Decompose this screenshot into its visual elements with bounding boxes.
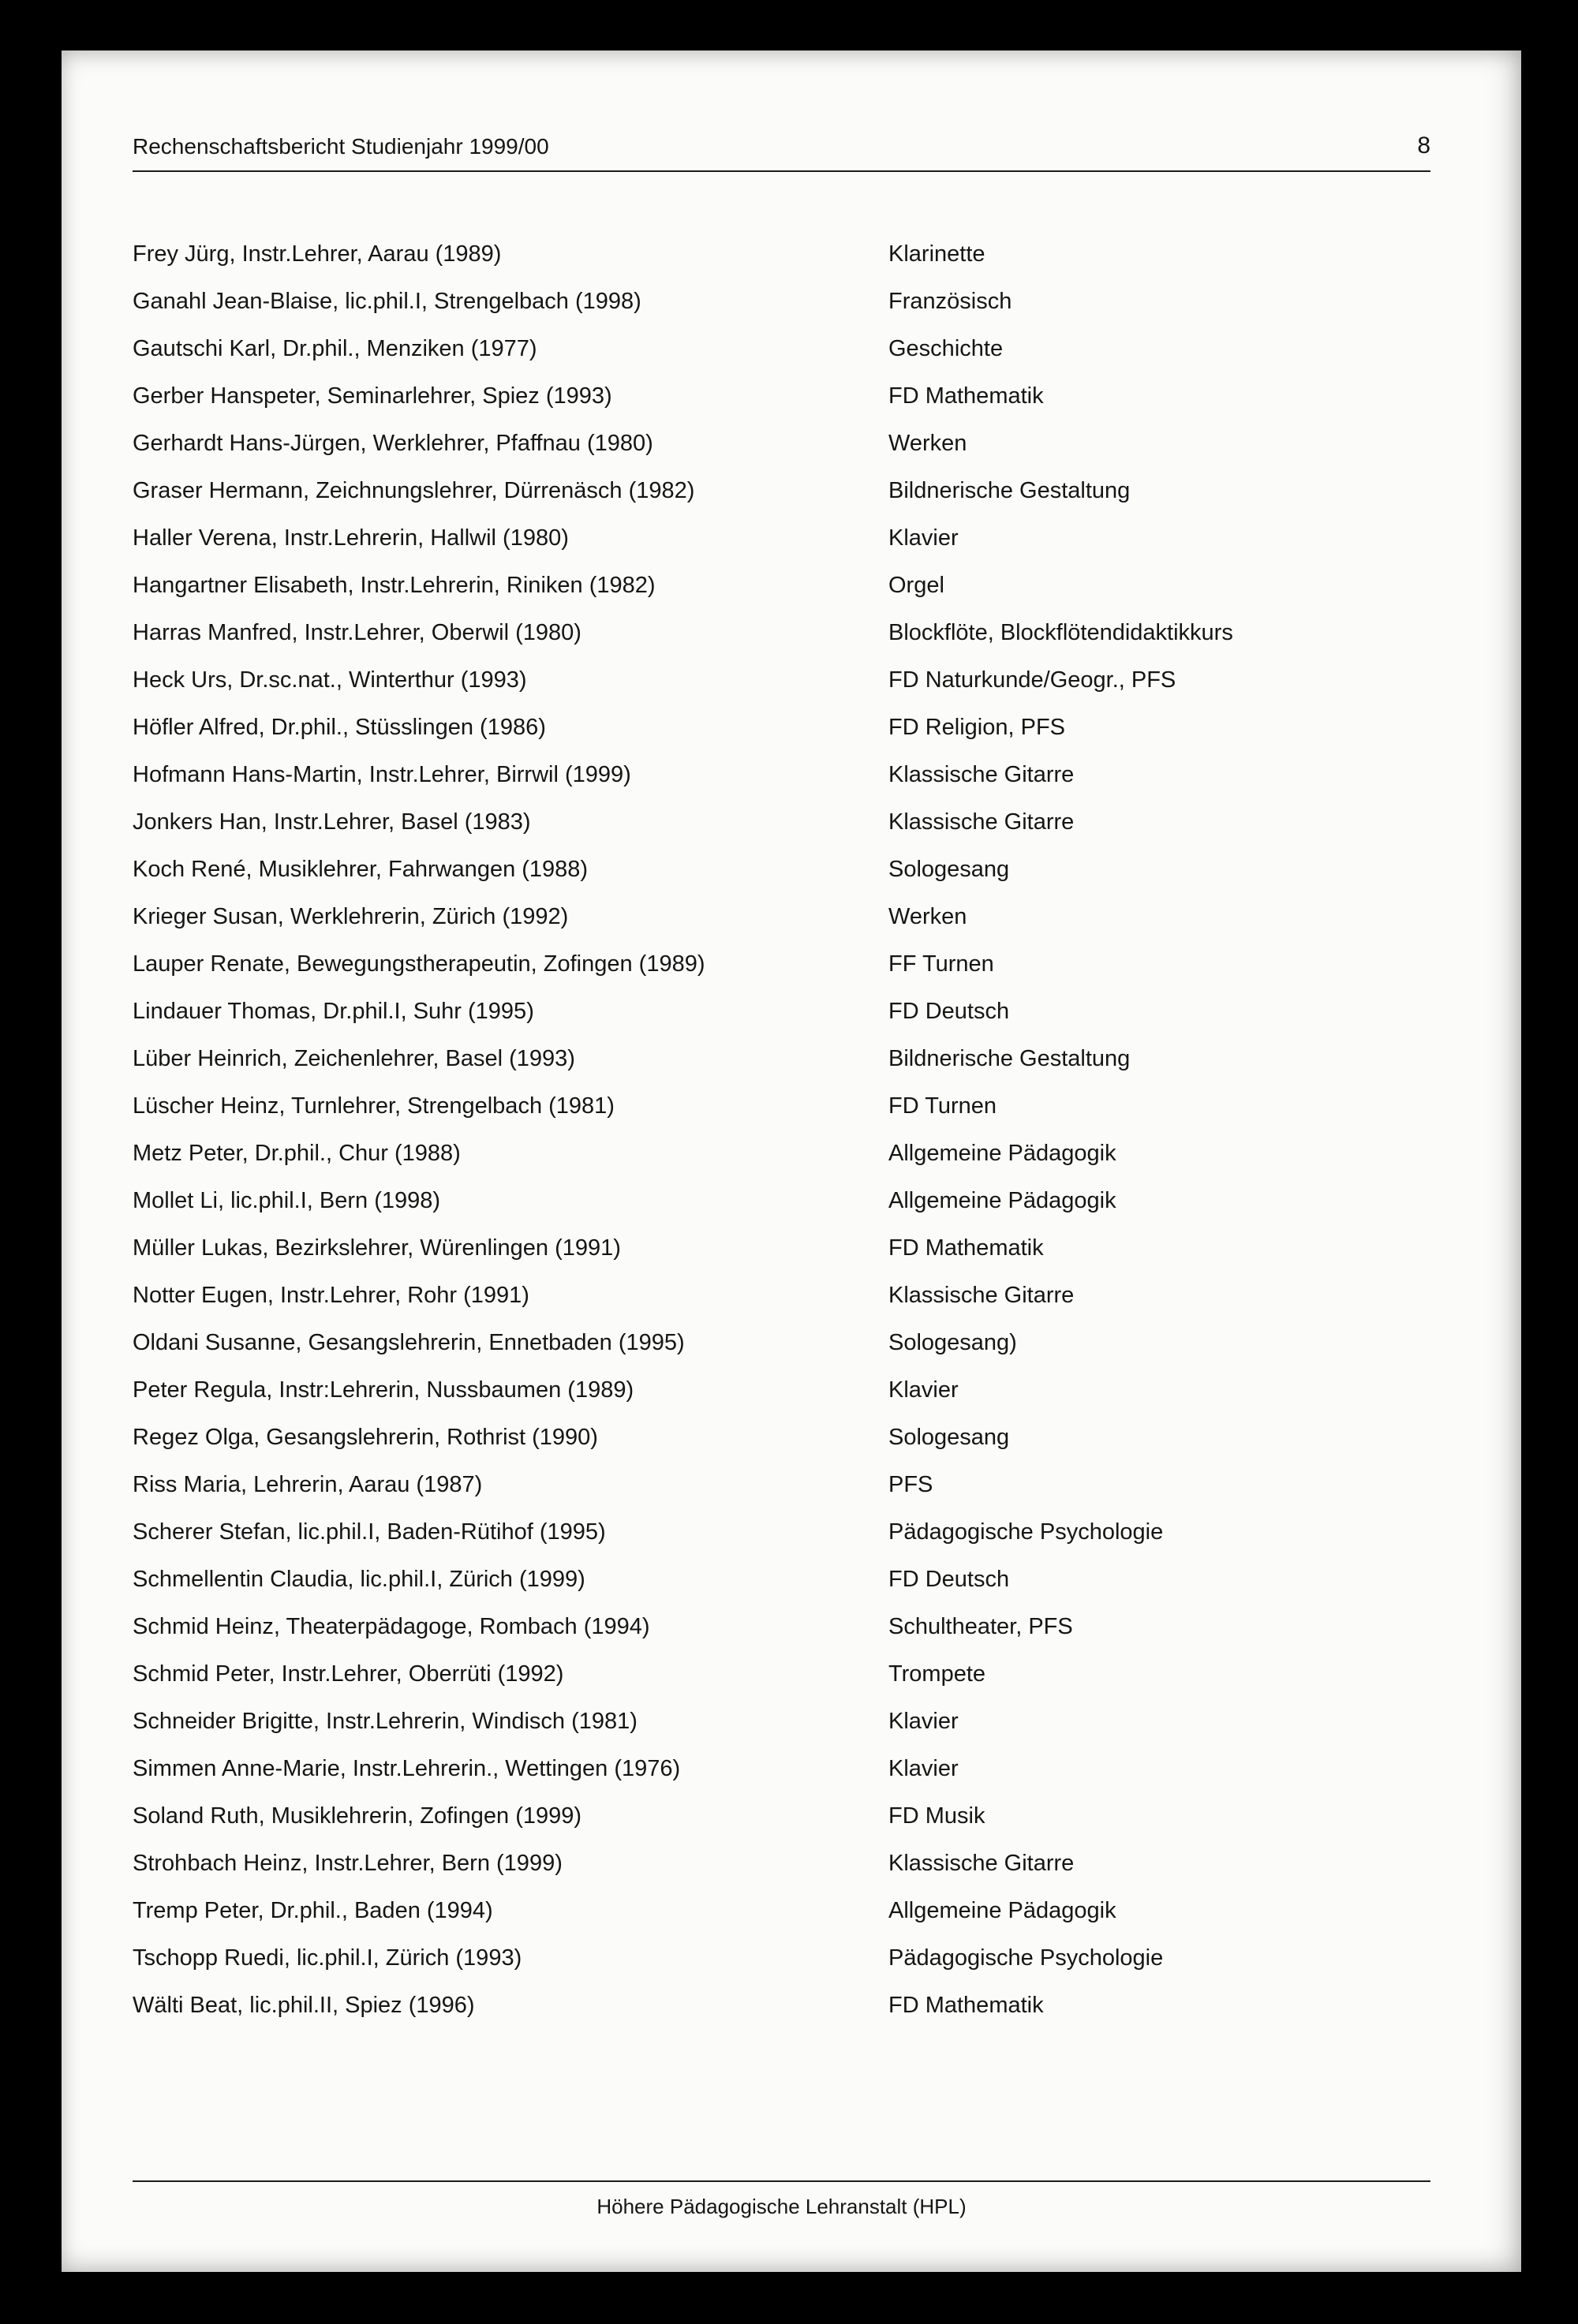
- staff-subject: Allgemeine Pädagogik: [888, 1141, 1116, 1166]
- staff-subject: FD Deutsch: [888, 999, 1010, 1024]
- staff-subject: Allgemeine Pädagogik: [888, 1898, 1116, 1923]
- staff-row: [133, 1082, 1430, 1130]
- staff-row: [133, 1792, 1430, 1840]
- staff-row: [133, 1319, 1430, 1366]
- staff-name: Regez Olga, Gesangslehrerin, Rothrist (1990): [133, 1425, 598, 1450]
- staff-row: [133, 420, 1430, 467]
- staff-row: [133, 609, 1430, 656]
- staff-name: Haller Verena, Instr.Lehrerin, Hallwil (1980): [133, 525, 569, 551]
- staff-row: [133, 1461, 1430, 1508]
- staff-subject: Bildnerische Gestaltung: [888, 478, 1131, 503]
- staff-name: Soland Ruth, Musiklehrerin, Zofingen (1999): [133, 1803, 582, 1829]
- staff-name: Mollet Li, lic.phil.I, Bern (1998): [133, 1188, 441, 1213]
- staff-row: [133, 1603, 1430, 1650]
- page-footer: [133, 2180, 1430, 2219]
- staff-name: Lüscher Heinz, Turnlehrer, Strengelbach (1981): [133, 1093, 615, 1119]
- staff-row: [133, 230, 1430, 278]
- staff-row: [133, 562, 1430, 609]
- staff-name: Schneider Brigitte, Instr.Lehrerin, Windisch (1981): [133, 1709, 638, 1734]
- staff-name: Notter Eugen, Instr.Lehrer, Rohr (1991): [133, 1283, 529, 1308]
- staff-subject: Pädagogische Psychologie: [888, 1945, 1164, 1971]
- staff-name: Höfler Alfred, Dr.phil., Stüsslingen (1986): [133, 715, 546, 740]
- staff-name: Wälti Beat, lic.phil.II, Spiez (1996): [133, 1993, 475, 2018]
- staff-subject: FD Religion, PFS: [888, 715, 1066, 740]
- staff-row: [133, 1366, 1430, 1414]
- staff-subject: PFS: [888, 1472, 933, 1497]
- staff-row: [133, 798, 1430, 846]
- staff-name: Koch René, Musiklehrer, Fahrwangen (1988): [133, 857, 589, 882]
- staff-name: Gerhardt Hans-Jürgen, Werklehrer, Pfaffnau (1980): [133, 431, 653, 456]
- staff-row: [133, 1745, 1430, 1792]
- staff-subject: FD Musik: [888, 1803, 985, 1829]
- staff-row: [133, 1887, 1430, 1934]
- staff-subject: Werken: [888, 431, 967, 456]
- staff-subject: Klavier: [888, 1377, 959, 1403]
- staff-row: [133, 1272, 1430, 1319]
- staff-subject: Klassische Gitarre: [888, 809, 1075, 835]
- staff-subject: FD Mathematik: [888, 383, 1044, 409]
- staff-name: Gautschi Karl, Dr.phil., Menziken (1977): [133, 336, 537, 361]
- staff-row: [133, 1035, 1430, 1082]
- staff-subject: Klassische Gitarre: [888, 1851, 1075, 1876]
- staff-name: Lüber Heinrich, Zeichenlehrer, Basel (1993): [133, 1046, 575, 1071]
- staff-row: [133, 1982, 1430, 2029]
- staff-row: [133, 1177, 1430, 1224]
- page-number: 8: [1417, 133, 1430, 159]
- staff-row: [133, 1934, 1430, 1982]
- staff-name: Tremp Peter, Dr.phil., Baden (1994): [133, 1898, 493, 1923]
- staff-subject: Klassische Gitarre: [888, 762, 1075, 787]
- staff-name: Krieger Susan, Werklehrerin, Zürich (1992): [133, 904, 569, 929]
- staff-row: [133, 704, 1430, 751]
- staff-subject: Klavier: [888, 525, 959, 551]
- staff-name: Strohbach Heinz, Instr.Lehrer, Bern (1999): [133, 1851, 563, 1876]
- staff-row: [133, 467, 1430, 514]
- staff-subject: Sologesang: [888, 857, 1010, 882]
- staff-name: Schmellentin Claudia, lic.phil.I, Zürich (1999): [133, 1567, 585, 1592]
- staff-row: [133, 893, 1430, 940]
- staff-subject: Allgemeine Pädagogik: [888, 1188, 1116, 1213]
- staff-name: Frey Jürg, Instr.Lehrer, Aarau (1989): [133, 241, 502, 267]
- staff-subject: Klavier: [888, 1709, 959, 1734]
- staff-row: [133, 1650, 1430, 1698]
- staff-name: Lindauer Thomas, Dr.phil.I, Suhr (1995): [133, 999, 534, 1024]
- staff-subject: FD Mathematik: [888, 1235, 1044, 1261]
- staff-row: [133, 940, 1430, 988]
- staff-name: Peter Regula, Instr:Lehrerin, Nussbaumen (1989): [133, 1377, 634, 1403]
- staff-name: Lauper Renate, Bewegungstherapeutin, Zofingen (1989): [133, 951, 705, 977]
- document-page: [62, 50, 1521, 2272]
- staff-row: [133, 1130, 1430, 1177]
- staff-subject: Sologesang): [888, 1330, 1017, 1355]
- staff-row: [133, 514, 1430, 562]
- header-title: Rechenschaftsbericht Studienjahr 1999/00: [133, 134, 549, 159]
- staff-name: Graser Hermann, Zeichnungslehrer, Dürrenäsch (1982): [133, 478, 695, 503]
- staff-list: [133, 230, 1430, 2029]
- staff-name: Tschopp Ruedi, lic.phil.I, Zürich (1993): [133, 1945, 522, 1971]
- staff-name: Gerber Hanspeter, Seminarlehrer, Spiez (1993): [133, 383, 612, 409]
- staff-name: Riss Maria, Lehrerin, Aarau (1987): [133, 1472, 483, 1497]
- staff-name: Schmid Peter, Instr.Lehrer, Oberrüti (1992): [133, 1661, 564, 1687]
- staff-name: Müller Lukas, Bezirkslehrer, Würenlingen (1991): [133, 1235, 621, 1261]
- staff-subject: Pädagogische Psychologie: [888, 1519, 1164, 1545]
- staff-row: [133, 1508, 1430, 1556]
- staff-subject: Klarinette: [888, 241, 985, 267]
- staff-subject: Geschichte: [888, 336, 1004, 361]
- staff-row: [133, 846, 1430, 893]
- staff-name: Oldani Susanne, Gesangslehrerin, Ennetbaden (1995): [133, 1330, 685, 1355]
- staff-subject: FD Turnen: [888, 1093, 997, 1119]
- staff-row: [133, 656, 1430, 704]
- staff-row: [133, 751, 1430, 798]
- staff-name: Jonkers Han, Instr.Lehrer, Basel (1983): [133, 809, 531, 835]
- staff-row: [133, 988, 1430, 1035]
- staff-subject: Orgel: [888, 573, 944, 598]
- staff-subject: Sologesang: [888, 1425, 1010, 1450]
- staff-name: Metz Peter, Dr.phil., Chur (1988): [133, 1141, 461, 1166]
- staff-row: [133, 1414, 1430, 1461]
- staff-subject: FF Turnen: [888, 951, 994, 977]
- staff-subject: Bildnerische Gestaltung: [888, 1046, 1131, 1071]
- staff-subject: FD Deutsch: [888, 1567, 1010, 1592]
- staff-row: [133, 372, 1430, 420]
- staff-subject: Blockflöte, Blockflötendidaktikkurs: [888, 620, 1233, 645]
- footer-text: Höhere Pädagogische Lehranstalt (HPL): [596, 2195, 967, 2218]
- staff-row: [133, 1840, 1430, 1887]
- staff-row: [133, 1698, 1430, 1745]
- staff-subject: Werken: [888, 904, 967, 929]
- staff-subject: Französisch: [888, 289, 1012, 314]
- staff-subject: FD Mathematik: [888, 1993, 1044, 2018]
- staff-name: Ganahl Jean-Blaise, lic.phil.I, Strengelbach (1998): [133, 289, 641, 314]
- staff-subject: Klavier: [888, 1756, 959, 1781]
- staff-row: [133, 1556, 1430, 1603]
- staff-subject: Schultheater, PFS: [888, 1614, 1073, 1639]
- page-header: [133, 133, 1430, 172]
- staff-row: [133, 1224, 1430, 1272]
- staff-name: Schmid Heinz, Theaterpädagoge, Rombach (1994): [133, 1614, 650, 1639]
- staff-subject: Trompete: [888, 1661, 986, 1687]
- staff-row: [133, 325, 1430, 372]
- staff-name: Harras Manfred, Instr.Lehrer, Oberwil (1980): [133, 620, 581, 645]
- staff-name: Scherer Stefan, lic.phil.I, Baden-Rütihof (1995): [133, 1519, 606, 1545]
- staff-row: [133, 278, 1430, 325]
- staff-name: Hofmann Hans-Martin, Instr.Lehrer, Birrwil (1999): [133, 762, 631, 787]
- staff-name: Simmen Anne-Marie, Instr.Lehrerin., Wettingen (1976): [133, 1756, 681, 1781]
- staff-name: Hangartner Elisabeth, Instr.Lehrerin, Riniken (1982): [133, 573, 656, 598]
- staff-name: Heck Urs, Dr.sc.nat., Winterthur (1993): [133, 667, 527, 693]
- staff-subject: Klassische Gitarre: [888, 1283, 1075, 1308]
- staff-subject: FD Naturkunde/Geogr., PFS: [888, 667, 1176, 693]
